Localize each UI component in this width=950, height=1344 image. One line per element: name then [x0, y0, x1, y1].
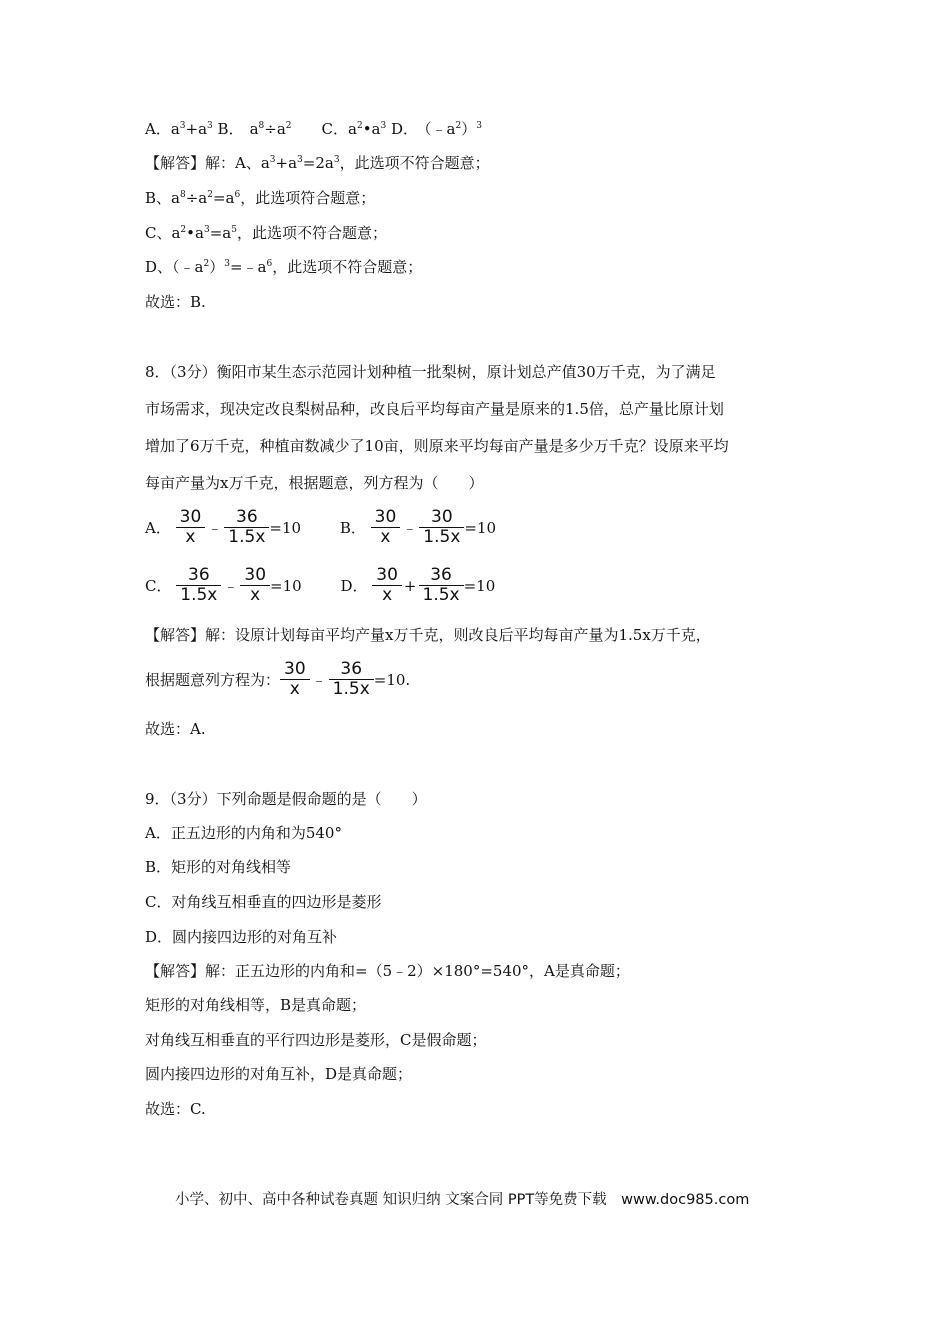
q9-answer-conclusion: 故选：C.: [145, 1100, 206, 1118]
q8-stem-line-1: 8．（3分）衡阳市某生态示范园计划种植一批梨树，原计划总产值30万千克，为了满足: [145, 363, 716, 381]
q8-option-c-fraction-2: $\frac{30}{x}$: [240, 566, 270, 605]
q8-option-c-fraction-1: $\frac{36}{1.5x}$: [176, 566, 221, 605]
q9-option-c: C．对角线互相垂直的四边形是菱形: [145, 893, 382, 911]
q8-answer-fraction-1: $\frac{30}{x}$: [280, 660, 310, 699]
q7-answer-line-4: D、$(﹣a^2)^3=﹣a^6$，此选项不符合题意；: [145, 258, 423, 276]
q8-option-b-fraction-1: $\frac{30}{x}$: [371, 508, 401, 547]
q7-answer-conclusion: 故选：B.: [145, 293, 206, 311]
q9-answer-line-4: 圆内接四边形的对角互补，D是真命题；: [145, 1065, 413, 1083]
q9-answer-line-2: 矩形的对角线相等，B是真命题；: [145, 996, 367, 1014]
q9-answer-line-1: 【解答】解：正五边形的内角和=（5﹣2）×180°=540°，A是真命题；: [145, 962, 630, 980]
q8-option-a-fraction-2: $\frac{36}{1.5x}$: [224, 508, 269, 547]
q9-option-b: B．矩形的对角线相等: [145, 858, 292, 876]
q8-option-d-fraction-1: $\frac{30}{x}$: [372, 566, 402, 605]
q7-answer-line-3: C、$a^2•a^3=a^5$，此选项不符合题意；: [145, 224, 387, 242]
q9-option-a: A．正五边形的内角和为540°: [145, 824, 342, 842]
q8-answer-fraction-2: $\frac{36}{1.5x}$: [329, 660, 374, 699]
q7-options: A．$a^3+a^3$ B． $a^8\div a^2$ C．$a^2•a^3$ D． $(﹣a^2)^3$: [145, 120, 482, 138]
q8-option-d-fraction-2: $\frac{36}{1.5x}$: [419, 566, 464, 605]
q9-stem: 9．（3分）下列命题是假命题的是（ ）: [145, 790, 427, 808]
q8-stem-line-2: 市场需求，现决定改良梨树品种，改良后平均每亩产量是原来的1.5倍，总产量比原计划: [145, 400, 724, 418]
q8-stem-line-4: 每亩产量为x万千克，根据题意，列方程为（ ）: [145, 474, 484, 492]
q8-answer-line-2: 根据题意列方程为： $\frac{30}{x}$ ﹣ $\frac{36}{1.5x}$ =10.: [145, 659, 411, 699]
q7-answer-line-1: 【解答】解：A、$a^3+a^3=2a^3$，此选项不符合题意；: [145, 154, 490, 172]
q8-options-row-1: A． $\frac{30}{x}$ ﹣ $\frac{36}{1.5x}$ =10 B． $\frac{30}{x}$ ﹣ $\frac{30}{1.5x}$ =10: [145, 507, 497, 547]
q8-options-row-2: C． $\frac{36}{1.5x}$ ﹣ $\frac{30}{x}$ =10 D． $\frac{30}{x}$ + $\frac{36}{1.5x}$ =10: [145, 565, 496, 605]
q9-option-d: D．圆内接四边形的对角互补: [145, 928, 338, 946]
q9-answer-line-3: 对角线互相垂直的平行四边形是菱形，C是假命题；: [145, 1031, 487, 1049]
page-footer: 小学、初中、高中各种试卷真题 知识归纳 文案合同 PPT等免费下载 www.doc985.com: [175, 1192, 750, 1208]
q8-answer-conclusion: 故选：A.: [145, 720, 206, 738]
q8-stem-line-3: 增加了6万千克，种植亩数减少了10亩，则原来平均每亩产量是多少万千克？设原来平均: [145, 437, 729, 455]
q8-answer-line-1: 【解答】解：设原计划每亩平均产量x万千克，则改良后平均每亩产量为1.5x万千克，: [145, 626, 711, 644]
q8-option-b-fraction-2: $\frac{30}{1.5x}$: [419, 508, 464, 547]
q7-answer-line-2: B、$a^8\div a^2=a^6$，此选项符合题意；: [145, 189, 376, 207]
q8-option-a-fraction-1: $\frac{30}{x}$: [176, 508, 206, 547]
